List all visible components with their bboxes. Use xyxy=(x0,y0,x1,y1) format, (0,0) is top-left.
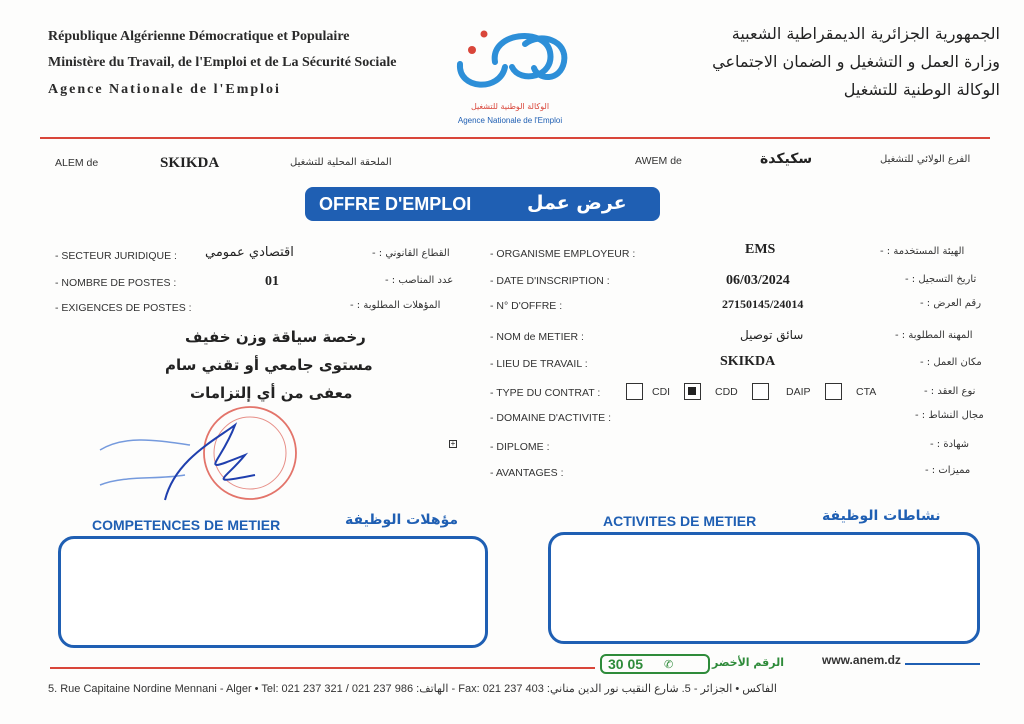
secteur-value: اقتصادي عمومي xyxy=(205,245,294,260)
diplome-label: - DIPLOME : xyxy=(490,441,550,453)
offre-label: - N° D'OFFRE : xyxy=(490,300,563,312)
date-value: 06/03/2024 xyxy=(726,273,790,288)
anem-logo xyxy=(450,22,580,132)
contrat-ar-label: نوع العقد : - xyxy=(924,386,976,397)
date-ar-label: تاريخ التسجيل : - xyxy=(905,274,977,285)
alem-ar-label: الملحقة المحلية للتشغيل xyxy=(290,157,392,168)
secteur-ar-label: القطاع القانوني : - xyxy=(372,248,450,259)
header-fr-line1: République Algérienne Démocratique et Populaire xyxy=(48,29,350,44)
anem-logo-mark xyxy=(450,22,580,97)
requirement-1: رخصة سياقة وزن خفيف xyxy=(185,328,366,346)
requirement-3: معفى من أي إلتزامات xyxy=(190,384,353,402)
org-value: EMS xyxy=(745,242,776,257)
awem-ar-label: الفرع الولائي للتشغيل xyxy=(880,154,971,165)
stamp-signature xyxy=(95,405,325,505)
checkbox-cta[interactable] xyxy=(825,383,842,400)
contrat-label: - TYPE DU CONTRAT : xyxy=(490,387,601,399)
activites-box[interactable] xyxy=(548,532,980,644)
header-ar-line2: وزارة العمل و التشغيل و الضمان الاجتماعي xyxy=(712,52,1000,71)
domaine-label: - DOMAINE D'ACTIVITE : xyxy=(490,412,612,424)
title-ar: عرض عمل xyxy=(527,192,627,214)
offre-ar-label: رقم العرض : - xyxy=(920,298,982,309)
checkbox-cdi[interactable] xyxy=(626,383,643,400)
metier-ar-label: المهنة المطلوبة : - xyxy=(895,330,973,341)
competences-title: COMPETENCES DE METIER xyxy=(92,517,281,533)
awem-value: سكيكدة xyxy=(760,151,813,167)
alem-label: ALEM de xyxy=(55,157,99,169)
metier-label: - NOM de METIER : xyxy=(490,331,584,343)
activites-ar-title: نشاطات الوظيفة xyxy=(822,508,941,524)
checkbox-daip[interactable] xyxy=(752,383,769,400)
contrat-daip-label: DAIP xyxy=(786,386,811,398)
competences-box[interactable] xyxy=(58,536,488,648)
alem-value: SKIKDA xyxy=(160,155,220,171)
postes-value: 01 xyxy=(265,274,279,289)
offre-value: 27150145/24014 xyxy=(722,297,804,311)
plus-mark: + xyxy=(450,439,456,448)
postes-label: - NOMBRE DE POSTES : xyxy=(55,277,177,289)
postes-ar-label: عدد المناصب : - xyxy=(385,275,454,286)
header-fr-line2: Ministère du Travail, de l'Emploi et de La Sécurité Sociale xyxy=(48,55,397,70)
requirement-2: مستوى جامعي أو تقني سام xyxy=(165,356,373,374)
footer-line-blue xyxy=(905,663,980,665)
website[interactable]: www.anem.dz xyxy=(822,653,901,667)
avantages-label: - AVANTAGES : xyxy=(490,467,564,479)
exig-label: - EXIGENCES DE POSTES : xyxy=(55,302,192,314)
activites-title: ACTIVITES DE METIER xyxy=(603,513,757,529)
diplome-ar-label: شهادة : - xyxy=(930,439,970,450)
stamp-icon xyxy=(95,405,325,505)
footer-line-red xyxy=(50,667,595,669)
green-number: 30 05 xyxy=(608,656,644,672)
metier-value: سائق توصيل xyxy=(740,328,804,342)
avantages-ar-label: مميزات : - xyxy=(925,465,971,476)
org-label: - ORGANISME EMPLOYEUR : xyxy=(490,248,636,260)
logo-ar-text: الوكالة الوطنية للتشغيل xyxy=(470,102,550,111)
competences-ar-title: مؤهلات الوظيفة xyxy=(345,512,459,528)
header-ar-line1: الجمهورية الجزائرية الديمقراطية الشعبية xyxy=(731,24,1000,43)
awem-label: AWEM de xyxy=(635,155,682,167)
org-ar-label: الهيئة المستخدمة : - xyxy=(880,246,965,257)
lieu-ar-label: مكان العمل : - xyxy=(920,357,982,368)
contrat-cta-label: CTA xyxy=(856,386,877,398)
checkbox-cdd[interactable] xyxy=(684,383,701,400)
green-number-badge xyxy=(600,654,710,674)
phone-icon: ✆ xyxy=(664,659,674,671)
contrat-cdi-label: CDI xyxy=(652,386,671,398)
title-fr: OFFRE D'EMPLOI xyxy=(319,194,472,214)
header-fr-line3: Agence Nationale de l'Emploi xyxy=(48,82,281,97)
footer-address: 5. Rue Capitaine Nordine Mennani - Alger • Tel: 021 237 321 / 021 237 986 :الهاتف - Fax: 021 237 403 :الفاكس • الجزائر - 5. شارع النقيب نور الدين مناني xyxy=(48,683,777,695)
lieu-label: - LIEU DE TRAVAIL : xyxy=(490,358,588,370)
secteur-label: - SECTEUR JURIDIQUE : xyxy=(55,250,177,262)
contrat-cdd-label: CDD xyxy=(715,386,738,398)
header-divider xyxy=(40,137,990,139)
title-banner xyxy=(305,187,660,221)
header-ar-line3: الوكالة الوطنية للتشغيل xyxy=(843,80,1000,99)
date-label: - DATE D'INSCRIPTION : xyxy=(490,275,610,287)
exig-ar-label: المؤهلات المطلوبة : - xyxy=(350,300,441,311)
lieu-value: SKIKDA xyxy=(720,354,776,369)
green-number-label: الرقم الأخضر xyxy=(712,656,784,669)
domaine-ar-label: مجال النشاط : - xyxy=(915,410,984,421)
logo-fr-text: Agence Nationale de l'Emploi xyxy=(457,116,563,125)
